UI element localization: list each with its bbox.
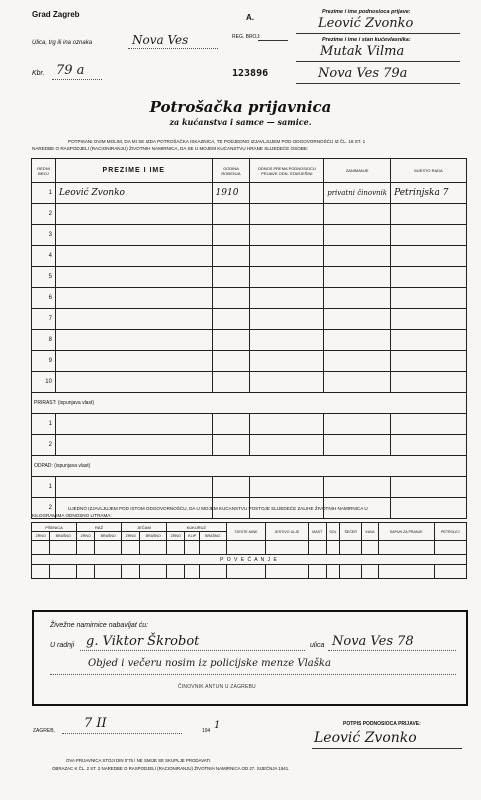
cell-job[interactable]: [324, 288, 391, 309]
form-letter: A.: [246, 13, 254, 22]
cell-year[interactable]: [212, 225, 250, 246]
cell-year[interactable]: [212, 309, 250, 330]
stock-value-cell[interactable]: [308, 565, 326, 579]
empty-cell[interactable]: [212, 435, 250, 456]
stock-value-cell[interactable]: [167, 565, 185, 579]
cell-job[interactable]: [324, 330, 391, 351]
empty-cell[interactable]: [250, 477, 324, 498]
cell-year[interactable]: [212, 288, 250, 309]
stock-value-cell[interactable]: [185, 541, 199, 555]
stock-sub-header: BRAŠNO: [50, 532, 77, 541]
stock-value-cell[interactable]: [434, 541, 466, 555]
stock-item-header: SAPUN ZA PRANJE: [378, 523, 434, 541]
empty-cell[interactable]: [55, 477, 212, 498]
cell-year[interactable]: [212, 372, 250, 393]
empty-cell[interactable]: [324, 477, 391, 498]
stock-item-header: TJESTE-NINE: [226, 523, 266, 541]
stock-value-cell[interactable]: [362, 541, 379, 555]
reg-number-line: [258, 40, 288, 41]
stock-value-cell[interactable]: [199, 541, 226, 555]
stock-value-cell[interactable]: [378, 541, 434, 555]
cell-name[interactable]: [55, 204, 212, 225]
table-row: [32, 309, 467, 330]
row-number: 2: [32, 435, 56, 456]
stock-value-cell[interactable]: [226, 565, 266, 579]
owner-address-line: [296, 83, 460, 84]
table-row: [32, 246, 467, 267]
legal-note: OBRAZAC K ČL. 2 ST. 2 NAREDBE O RASPODJELI (RACIONIRANJU) ŽIVOTNIH NAMIRNICA OD 27. SIJEČNJA 1941.: [52, 766, 290, 771]
reg-number-label: REG. BROJ:: [232, 34, 261, 40]
kbr-line: [52, 79, 102, 80]
table-row: [32, 477, 467, 498]
stock-value-cell[interactable]: [32, 541, 50, 555]
table-row: [32, 351, 467, 372]
row-number: 5: [32, 267, 56, 288]
form-subtitle: za kućanstva i samce — samice.: [169, 117, 312, 127]
city-name: Grad Zagreb: [32, 10, 80, 19]
signature-label: POTPIS PODNOSIOCA PRIJAVE:: [343, 721, 421, 727]
cell-year[interactable]: [212, 351, 250, 372]
stock-sub-header: ZRNO: [167, 532, 185, 541]
row-number: 3: [32, 225, 56, 246]
stock-value-cell[interactable]: [167, 541, 185, 555]
cell-job[interactable]: [324, 372, 391, 393]
year-suffix: 1: [214, 720, 221, 731]
increase-label: P O V E Ć A N J E: [32, 555, 467, 565]
row-number: 7: [32, 309, 56, 330]
empty-cell[interactable]: [324, 414, 391, 435]
cell-relation[interactable]: [250, 351, 324, 372]
cell-workplace[interactable]: [391, 225, 467, 246]
table-row: [32, 414, 467, 435]
cell-workplace[interactable]: [391, 288, 467, 309]
owner-value: Mutak Vilma: [320, 44, 405, 59]
row-number: 10: [32, 372, 56, 393]
food-heading: Živežne namirnice nabavljat ću:: [50, 622, 149, 629]
owner-line: [296, 61, 460, 62]
cell-job[interactable]: [324, 267, 391, 288]
empty-cell[interactable]: [55, 435, 212, 456]
stock-value-cell[interactable]: [378, 565, 434, 579]
row-number: 2: [32, 498, 56, 519]
stock-value-cell[interactable]: [308, 541, 326, 555]
empty-cell[interactable]: [324, 435, 391, 456]
cell-name[interactable]: [55, 246, 212, 267]
owner-label: Prezime i ime i stan kućevlasnika:: [322, 37, 411, 43]
ulica-value: Nova Ves 78: [332, 634, 414, 649]
table-row: [32, 288, 467, 309]
stock-value-cell[interactable]: [77, 565, 95, 579]
table-row: [32, 372, 467, 393]
cell-year[interactable]: [212, 267, 250, 288]
street-line: [128, 48, 218, 49]
row-number: 6: [32, 288, 56, 309]
cell-name[interactable]: [55, 267, 212, 288]
form-title: Potrošačka prijavnica: [149, 98, 332, 116]
food-note: Objed i večeru nosim iz policijske menze Vlaška: [88, 658, 331, 669]
shop-value: g. Viktor Škrobot: [86, 634, 200, 649]
empty-cell[interactable]: [250, 435, 324, 456]
col-header-name: PREZIME I IME: [55, 159, 212, 183]
stock-sub-header: BRAŠNO: [95, 532, 122, 541]
cell-workplace[interactable]: [391, 267, 467, 288]
cell-relation[interactable]: [250, 330, 324, 351]
stock-value-cell[interactable]: [340, 565, 362, 579]
cell-relation[interactable]: [250, 183, 324, 204]
cell-job[interactable]: [324, 309, 391, 330]
cell-name[interactable]: [55, 288, 212, 309]
cell-name[interactable]: [55, 330, 212, 351]
cell-relation[interactable]: [250, 372, 324, 393]
cell-year[interactable]: [212, 330, 250, 351]
cell-relation[interactable]: [250, 288, 324, 309]
kbr-label: Kbr.: [32, 70, 45, 77]
empty-cell[interactable]: [391, 435, 467, 456]
year-prefix: 194: [202, 728, 211, 734]
row-number: 4: [32, 246, 56, 267]
table-row: [32, 267, 467, 288]
table-row: [32, 330, 467, 351]
row-number: 1: [32, 183, 56, 204]
cell-workplace[interactable]: [391, 372, 467, 393]
official-stamp: ČINOVNIK ANTUN U ZAGREBU: [178, 684, 256, 690]
stock-value-cell[interactable]: [185, 565, 199, 579]
stock-value-cell[interactable]: [266, 565, 308, 579]
cell-relation[interactable]: [250, 204, 324, 225]
street-label: Ulica, trg ili ina oznaka: [32, 40, 93, 46]
stock-value-cell[interactable]: [95, 565, 122, 579]
stock-table: [31, 522, 467, 579]
table-row: [32, 183, 467, 204]
col-header-job: ZANIMANJE: [324, 159, 391, 183]
shop-line: [80, 650, 305, 651]
cell-name[interactable]: [55, 309, 212, 330]
row-number: 2: [32, 204, 56, 225]
cell-workplace[interactable]: [391, 246, 467, 267]
col-header-year: GODINA ROĐENJA: [212, 159, 250, 183]
stock-item-header: MAST: [308, 523, 326, 541]
signature: Leović Zvonko: [314, 730, 417, 746]
stock-value-cell[interactable]: [50, 541, 77, 555]
cell-name[interactable]: Leović Zvonko: [55, 183, 212, 204]
col-header-no: REDNI BROJ: [32, 159, 56, 183]
cell-workplace[interactable]: [391, 309, 467, 330]
stock-value-cell[interactable]: [362, 565, 379, 579]
empty-cell[interactable]: [212, 414, 250, 435]
ulica-label: ulica: [310, 642, 325, 649]
cell-workplace[interactable]: [391, 204, 467, 225]
cell-name[interactable]: [55, 225, 212, 246]
stock-value-cell[interactable]: [50, 565, 77, 579]
persons-table: [31, 158, 467, 519]
stock-item-header: SOL: [326, 523, 339, 541]
empty-cell[interactable]: [250, 414, 324, 435]
cell-year[interactable]: [212, 246, 250, 267]
cell-name[interactable]: [55, 372, 212, 393]
cell-job[interactable]: [324, 225, 391, 246]
cell-workplace[interactable]: [391, 330, 467, 351]
applicant-line: [296, 33, 460, 34]
shop-label: U radnji: [50, 642, 75, 649]
row-number: 9: [32, 351, 56, 372]
street-value: Nova Ves: [132, 33, 189, 47]
col-header-relation: ODNOS PREMA PODNOSIOCU PRIJAVE ODN. STARJEŠINI: [250, 159, 324, 183]
stock-value-cell[interactable]: [326, 565, 339, 579]
stock-value-cell[interactable]: [226, 541, 266, 555]
stock-item-header: JESTIVO ULJE: [266, 523, 308, 541]
cell-name[interactable]: [55, 351, 212, 372]
empty-cell[interactable]: [391, 477, 467, 498]
col-header-workplace: MJESTO RADA: [391, 159, 467, 183]
stock-value-cell[interactable]: [77, 541, 95, 555]
stock-value-cell[interactable]: [140, 541, 167, 555]
signature-line: [312, 748, 462, 749]
stock-value-cell[interactable]: [266, 541, 308, 555]
cell-job[interactable]: [324, 204, 391, 225]
cell-year[interactable]: 1910: [212, 183, 250, 204]
empty-cell[interactable]: [391, 414, 467, 435]
cell-relation[interactable]: [250, 267, 324, 288]
stock-item-header: ŠEĆER: [340, 523, 362, 541]
cell-job[interactable]: [324, 246, 391, 267]
stock-sub-header: ZRNO: [77, 532, 95, 541]
stock-line-2: KILOGRAMIMA ODNOSNO LITRAMA:: [32, 513, 112, 518]
cell-relation[interactable]: [250, 225, 324, 246]
owner-address: Nova Ves 79a: [318, 66, 408, 81]
stock-value-cell[interactable]: [122, 565, 140, 579]
stock-value-cell[interactable]: [95, 541, 122, 555]
table-row: [32, 204, 467, 225]
place-label: ZAGREB,: [33, 728, 55, 734]
stock-value-cell[interactable]: [434, 565, 466, 579]
table-row: [32, 435, 467, 456]
date-day: 7 II: [84, 716, 107, 731]
applicant-label: Prezime i ime podnosioca prijave:: [322, 9, 411, 15]
stock-value-cell[interactable]: [340, 541, 362, 555]
stock-sub-header: ZRNO: [32, 532, 50, 541]
cell-relation[interactable]: [250, 246, 324, 267]
stock-item-header: KAVA: [362, 523, 379, 541]
stock-group-header: PŠENICA: [32, 523, 77, 532]
ulica-line: [328, 650, 456, 651]
stock-value-cell[interactable]: [140, 565, 167, 579]
applicant-value: Leović Zvonko: [318, 16, 414, 31]
empty-cell[interactable]: [55, 414, 212, 435]
note-line: [50, 674, 456, 675]
row-number: 1: [32, 477, 56, 498]
stock-group-header: JEČAM: [122, 523, 167, 532]
cell-job[interactable]: privatni činovnik: [324, 183, 391, 204]
cell-job[interactable]: [324, 351, 391, 372]
cell-workplace[interactable]: Petrinjska 7: [391, 183, 467, 204]
row-number: 8: [32, 330, 56, 351]
empty-cell[interactable]: [391, 498, 467, 519]
stock-value-cell[interactable]: [326, 541, 339, 555]
price-note: OVA PRIJAVNICA STOJI DIN 0'75 I NE SMIJE SE SKUPLJE PRODAVATI.: [66, 758, 212, 763]
stock-item-header: PETROLEJ: [434, 523, 466, 541]
stock-line-1: UJEDNO IZJAVLJUJEM POD ISTOM ODGOVORNOŠĆU, DA U MOJEM KUĆANSTVU POSTOJE SLIJEDEĆE ZALIHE ŽIVOTNIH NAMIRNICA U: [68, 506, 368, 511]
stock-group-header: RAŽ: [77, 523, 122, 532]
stock-group-header: KUKURUZ: [167, 523, 226, 532]
cell-year[interactable]: [212, 204, 250, 225]
prirast-label: PRIRAST: (ispunjava vlast): [32, 393, 467, 414]
cell-relation[interactable]: [250, 309, 324, 330]
row-number: 1: [32, 414, 56, 435]
table-row: [32, 225, 467, 246]
odpad-label: ODPAD: (ispunjava vlast): [32, 456, 467, 477]
intro-line-1: POTPISANI OVIM MOLIM, DA MI SE IZDA POTROŠAČKA ISKAZNICA, TE PODJEDNO IZJAVLJUJEM POD ODGOVORNOŠĆU IZ ČL. 18 ST. 1: [68, 139, 366, 144]
serial-number: 123896: [232, 68, 269, 79]
date-line: [62, 733, 182, 734]
stock-value-cell[interactable]: [199, 565, 226, 579]
stock-sub-header: BRAŠNO: [140, 532, 167, 541]
stock-value-cell[interactable]: [32, 565, 50, 579]
stock-sub-header: KLIP: [185, 532, 199, 541]
stock-sub-header: BRAŠNO: [199, 532, 226, 541]
stock-sub-header: ZRNO: [122, 532, 140, 541]
kbr-value: 79 a: [56, 63, 85, 78]
intro-line-2: NAREDBE O RASPODJELI (RACIONIRANJU) ŽIVOTNIH NAMIRNICA, DA SE U MOJEM KUĆANSTVU HRANE SLIJEDEĆE OSOBE:: [32, 146, 309, 151]
empty-cell[interactable]: [212, 477, 250, 498]
stock-value-cell[interactable]: [122, 541, 140, 555]
cell-workplace[interactable]: [391, 351, 467, 372]
